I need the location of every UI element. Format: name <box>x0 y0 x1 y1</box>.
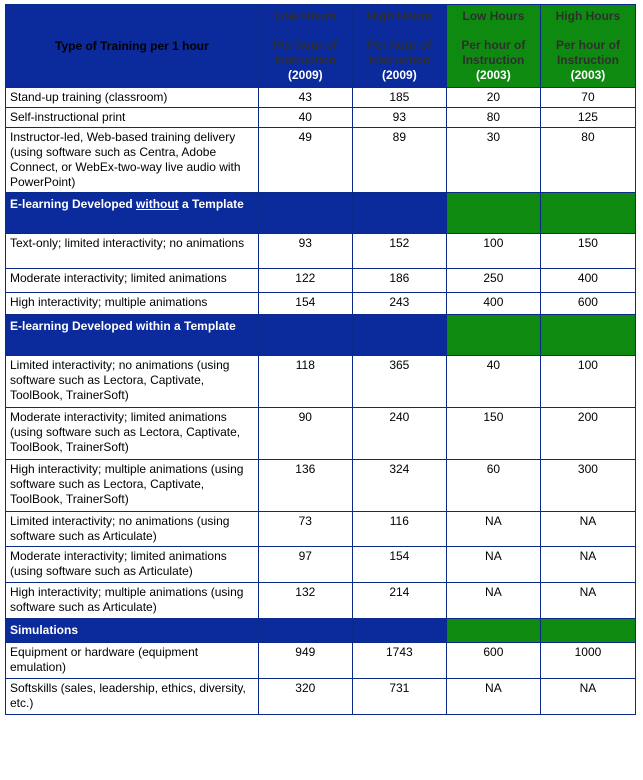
cell-low-2009: 118 <box>259 356 353 408</box>
header-row <box>6 5 636 88</box>
header-low-2009: Low Hours Per hour of Instruction (2009) <box>259 5 353 88</box>
cell-low-2009: 93 <box>259 234 353 269</box>
cell-high-2009: 324 <box>353 460 447 512</box>
header-type-of-training: Type of Training per 1 hour <box>6 5 259 88</box>
header-high-2009: High Hours Per hour of Instruction (2009) <box>353 5 447 88</box>
header-low-2003: Low Hours Per hour of Instruction (2003) <box>447 5 541 88</box>
table-row <box>6 108 636 128</box>
table-row <box>6 128 636 193</box>
section-row-simulations <box>6 619 636 643</box>
cell-low-2003: 80 <box>447 108 541 128</box>
section-row-without-template <box>6 193 636 234</box>
row-label: Self-instructional print <box>6 108 259 128</box>
row-label: Limited interactivity; no animations (using software such as Articulate) <box>6 512 259 547</box>
cell-low-2003: 60 <box>447 460 541 512</box>
cell-low-2009: 320 <box>259 679 353 715</box>
cell-low-2003: 20 <box>447 88 541 108</box>
training-hours-table <box>5 4 636 715</box>
section-title: E-learning Developed within a Template <box>6 315 259 356</box>
section-row-within-template <box>6 315 636 356</box>
cell-high-2003: 1000 <box>541 643 636 679</box>
cell-low-2003: NA <box>447 679 541 715</box>
table-row <box>6 356 636 408</box>
section-title: E-learning Developed without a Template <box>6 193 259 234</box>
row-label: High interactivity; multiple animations (using software such as Articulate) <box>6 583 259 619</box>
cell-high-2009: 240 <box>353 408 447 460</box>
cell-low-2003: NA <box>447 512 541 547</box>
cell-low-2003: 150 <box>447 408 541 460</box>
row-label: Softskills (sales, leadership, ethics, diversity, etc.) <box>6 679 259 715</box>
table-row <box>6 269 636 293</box>
cell-high-2003: 300 <box>541 460 636 512</box>
table-row <box>6 234 636 269</box>
row-label: Moderate interactivity; limited animations (using software such as Articulate) <box>6 547 259 583</box>
row-label: Stand-up training (classroom) <box>6 88 259 108</box>
row-label: Limited interactivity; no animations (using software such as Lectora, Captivate, ToolBook, TrainerSoft) <box>6 356 259 408</box>
cell-low-2009: 949 <box>259 643 353 679</box>
cell-low-2009: 73 <box>259 512 353 547</box>
header-high-2003: High Hours Per hour of Instruction (2003) <box>541 5 636 88</box>
cell-low-2009: 40 <box>259 108 353 128</box>
cell-high-2003: 600 <box>541 293 636 315</box>
table-row <box>6 460 636 512</box>
row-label: High interactivity; multiple animations <box>6 293 259 315</box>
cell-low-2003: NA <box>447 583 541 619</box>
cell-low-2009: 49 <box>259 128 353 193</box>
cell-high-2003: 150 <box>541 234 636 269</box>
cell-low-2009: 122 <box>259 269 353 293</box>
row-label: Text-only; limited interactivity; no animations <box>6 234 259 269</box>
cell-high-2009: 186 <box>353 269 447 293</box>
cell-low-2003: NA <box>447 547 541 583</box>
table-row <box>6 293 636 315</box>
cell-low-2003: 40 <box>447 356 541 408</box>
cell-high-2003: 125 <box>541 108 636 128</box>
cell-low-2003: 600 <box>447 643 541 679</box>
cell-high-2009: 365 <box>353 356 447 408</box>
cell-high-2003: NA <box>541 583 636 619</box>
cell-high-2009: 93 <box>353 108 447 128</box>
table-row <box>6 88 636 108</box>
cell-high-2003: NA <box>541 512 636 547</box>
row-label: Moderate interactivity; limited animations <box>6 269 259 293</box>
cell-low-2003: 400 <box>447 293 541 315</box>
cell-high-2003: NA <box>541 679 636 715</box>
cell-high-2009: 116 <box>353 512 447 547</box>
cell-high-2009: 243 <box>353 293 447 315</box>
table-row <box>6 547 636 583</box>
cell-high-2003: 70 <box>541 88 636 108</box>
section-title: Simulations <box>6 619 259 643</box>
cell-low-2009: 43 <box>259 88 353 108</box>
cell-low-2009: 90 <box>259 408 353 460</box>
cell-low-2003: 30 <box>447 128 541 193</box>
cell-low-2009: 136 <box>259 460 353 512</box>
cell-high-2009: 152 <box>353 234 447 269</box>
cell-high-2003: 80 <box>541 128 636 193</box>
table-row <box>6 643 636 679</box>
cell-high-2009: 89 <box>353 128 447 193</box>
table-row <box>6 583 636 619</box>
cell-high-2009: 185 <box>353 88 447 108</box>
cell-low-2009: 154 <box>259 293 353 315</box>
cell-high-2003: 400 <box>541 269 636 293</box>
row-label: Equipment or hardware (equipment emulation) <box>6 643 259 679</box>
cell-low-2009: 97 <box>259 547 353 583</box>
cell-high-2003: 200 <box>541 408 636 460</box>
row-label: Instructor-led, Web-based training delivery (using software such as Centra, Adobe Connect, or WebEx-two-way live audio with PowerPoint) <box>6 128 259 193</box>
table-row <box>6 512 636 547</box>
row-label: Moderate interactivity; limited animations (using software such as Lectora, Captivate, ToolBook, TrainerSoft) <box>6 408 259 460</box>
cell-high-2009: 154 <box>353 547 447 583</box>
table-row <box>6 679 636 715</box>
cell-high-2009: 1743 <box>353 643 447 679</box>
cell-low-2003: 250 <box>447 269 541 293</box>
table-row <box>6 408 636 460</box>
cell-low-2009: 132 <box>259 583 353 619</box>
row-label: High interactivity; multiple animations (using software such as Lectora, Captivate, ToolBook, TrainerSoft) <box>6 460 259 512</box>
cell-high-2009: 214 <box>353 583 447 619</box>
cell-high-2003: NA <box>541 547 636 583</box>
cell-low-2003: 100 <box>447 234 541 269</box>
cell-high-2009: 731 <box>353 679 447 715</box>
cell-high-2003: 100 <box>541 356 636 408</box>
